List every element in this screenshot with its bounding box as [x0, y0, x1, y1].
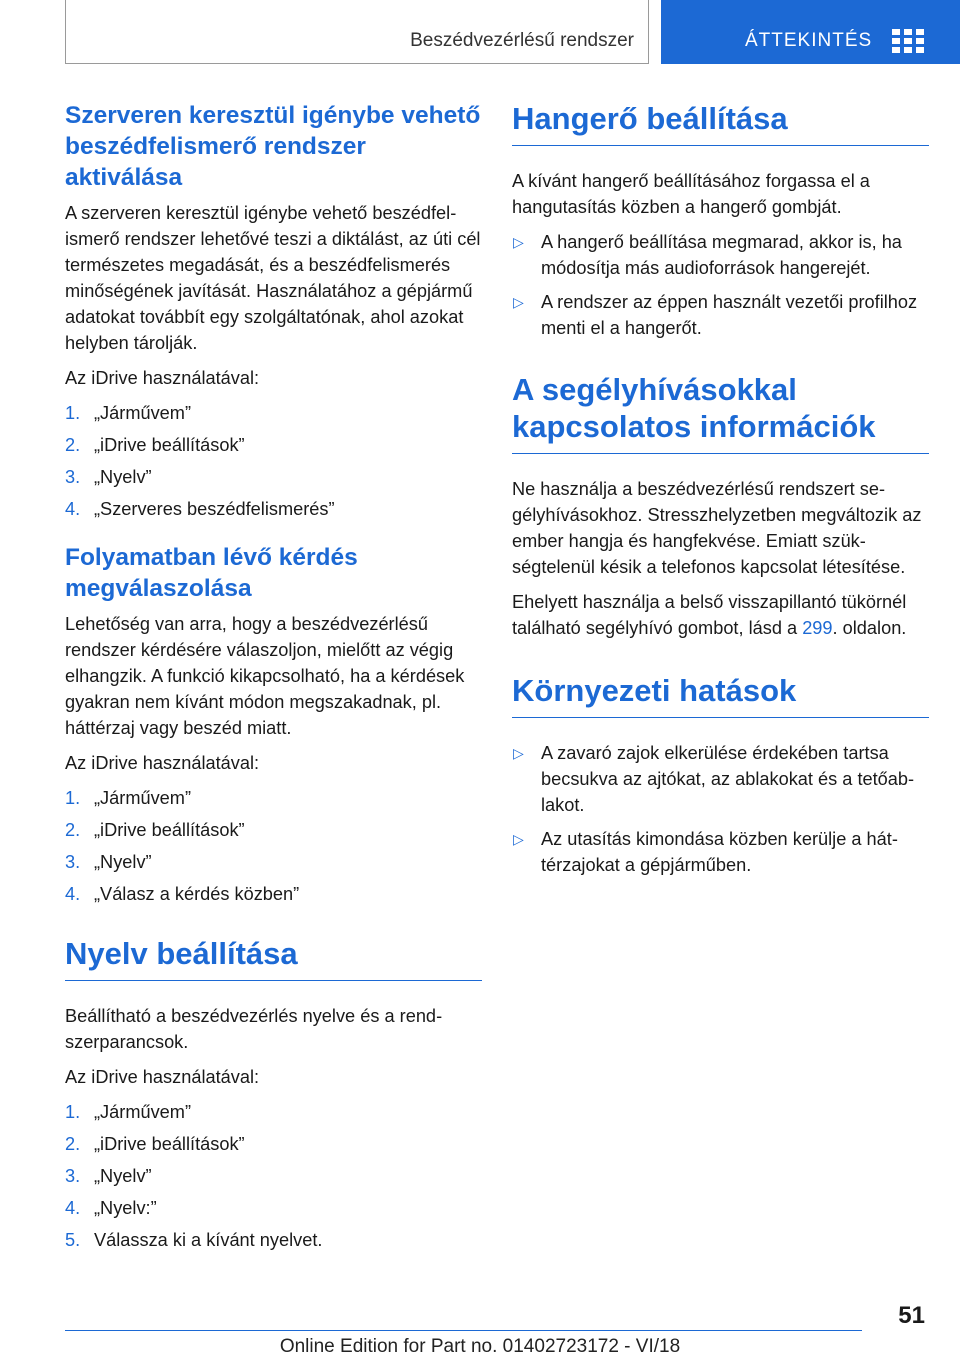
- list-item: [65, 1099, 482, 1125]
- triangle-right-icon: ▷: [513, 234, 524, 250]
- list-item: [65, 1227, 482, 1253]
- step-text: Válassza ki a kívánt nyelvet.: [94, 1230, 323, 1250]
- list-item: [65, 881, 482, 907]
- step-text: „Nyelv”: [94, 1166, 152, 1186]
- list-item: [65, 1131, 482, 1157]
- list-item: [65, 432, 482, 458]
- triangle-right-icon: ▷: [513, 294, 524, 310]
- step-text: „Nyelv”: [94, 467, 152, 487]
- step-number: 2.: [65, 1134, 81, 1154]
- list-item: [512, 229, 929, 281]
- paragraph: Az iDrive használatával:: [65, 1067, 260, 1087]
- footer-edition: Online Edition for Part no. 01402723172 - VI/18: [279, 1336, 681, 1357]
- step-text: „Járművem”: [94, 403, 192, 423]
- paragraph: Az iDrive használatával:: [65, 368, 260, 388]
- paragraph: Beállítható a beszédvezérlés nyelve és a rendszerparancsok.: [65, 1006, 443, 1052]
- step-number: 2.: [65, 820, 81, 840]
- step-text: „Járművem”: [94, 1102, 192, 1122]
- list-item: [512, 826, 929, 878]
- header-section-tab[interactable]: [661, 0, 960, 64]
- list-item: [65, 1195, 482, 1221]
- step-number: 4.: [65, 499, 81, 519]
- step-text: „iDrive beállítások”: [94, 435, 245, 455]
- page-number: 51: [898, 1302, 925, 1329]
- step-number: 1.: [65, 788, 81, 808]
- section-heading-emergency: A segélyhívásokkal kapcsolatos információk: [512, 371, 929, 454]
- section-heading-language: Nyelv beállítása: [65, 935, 482, 981]
- step-text: „Válasz a kérdés közben”: [94, 884, 300, 904]
- triangle-right-icon: ▷: [513, 745, 524, 761]
- list-item: [65, 785, 482, 811]
- step-text: „iDrive beállítások”: [94, 1134, 245, 1154]
- list-item: [512, 289, 929, 341]
- paragraph: [512, 589, 929, 641]
- header-section-label: ÁTTEKINTÉS: [745, 30, 873, 51]
- left-column: [65, 100, 482, 1259]
- step-text: „Szerveres beszédfelismerés”: [94, 499, 335, 519]
- page-link[interactable]: 299: [802, 618, 833, 638]
- section-heading-answer-question: Folyamatban lévő kérdés megválaszolása: [65, 544, 358, 602]
- step-number: 2.: [65, 435, 81, 455]
- bullet-list: [512, 229, 929, 341]
- paragraph: Az iDrive használatával:: [65, 753, 260, 773]
- step-number: 1.: [65, 403, 81, 423]
- paragraph: Ne használja a beszédvezérlésű rendszert segélyhívásokhoz. Stresszhelyzetben megváltozik az ember hangja és hangfekvése. Emiatt szükségtelenül késik a telefonos kapcsolat létesítése.: [512, 479, 922, 577]
- step-number: 5.: [65, 1230, 81, 1250]
- bullet-text: A rendszer az éppen használt vezetői profilhoz menti el a hangerőt.: [541, 292, 918, 338]
- list-item: [65, 817, 482, 843]
- footer-divider: [65, 1330, 862, 1331]
- step-number: 4.: [65, 884, 81, 904]
- step-number: 1.: [65, 1102, 81, 1122]
- bullet-text: Az utasítás kimondása közben kerülje a háttérzajokat a gépjárműben.: [541, 829, 898, 875]
- steps-list: [65, 1099, 482, 1253]
- list-item: [65, 400, 482, 426]
- steps-list: [65, 785, 482, 907]
- paragraph: A szerveren keresztül igénybe vehető beszédfelismerő rendszer lehetővé teszi a diktálást, az úti cél természetes megadását, és a beszédfelismerés minőségének javítását. Használatához a gépjármű adatokat továbbít egy szolgáltatónak, ahol azokat helyben tárolják.: [65, 203, 481, 353]
- bullet-text: A zavaró zajok elkerülése érdekében tartsa becsukva az ajtókat, az ablakokat és a tetőablakot.: [541, 743, 915, 815]
- step-number: 3.: [65, 1166, 81, 1186]
- text: . oldalon.: [832, 618, 907, 638]
- step-number: 4.: [65, 1198, 81, 1218]
- list-item: [65, 464, 482, 490]
- bullet-list: [512, 740, 929, 878]
- header-title: Beszédvezérlésű rendszer: [410, 30, 634, 51]
- section-heading-server-recognition: Szerveren keresztül igénybe vehető beszédfelismerő rendszer aktiválása: [65, 102, 481, 191]
- list-item: [65, 496, 482, 522]
- section-heading-environment: Környezeti hatások: [512, 672, 929, 718]
- bullet-text: A hangerő beállítása megmarad, akkor is, ha módosítja más audioforrások hangerejét.: [541, 232, 902, 278]
- step-number: 3.: [65, 467, 81, 487]
- right-column: [512, 100, 929, 886]
- list-item: [512, 740, 929, 818]
- step-text: „Nyelv:”: [94, 1198, 157, 1218]
- step-number: 3.: [65, 852, 81, 872]
- steps-list: [65, 400, 482, 522]
- step-text: „Járművem”: [94, 788, 192, 808]
- grid-icon: [892, 29, 924, 53]
- section-heading-volume: Hangerő beállítása: [512, 100, 929, 146]
- list-item: [65, 849, 482, 875]
- triangle-right-icon: ▷: [513, 831, 524, 847]
- paragraph: A kívánt hangerő beállításához forgassa el a hangutasítás közben a hangerő gombját.: [512, 171, 870, 217]
- step-text: „Nyelv”: [94, 852, 152, 872]
- header-title-box: [65, 0, 649, 64]
- step-text: „iDrive beállítások”: [94, 820, 245, 840]
- text: Ehelyett használja a belső visszapillantó tükörnél található segélyhívó gombot, lásd a: [512, 592, 907, 638]
- list-item: [65, 1163, 482, 1189]
- paragraph: Lehetőség van arra, hogy a beszédvezérlésű rendszer kérdésére válaszoljon, mielőtt az végig elhangzik. A funkció kikapcsolható, ha a kérdések gyakran nem kívánt módon megszakadnak, pl. háttérzaj vagy beszéd miatt.: [65, 614, 465, 738]
